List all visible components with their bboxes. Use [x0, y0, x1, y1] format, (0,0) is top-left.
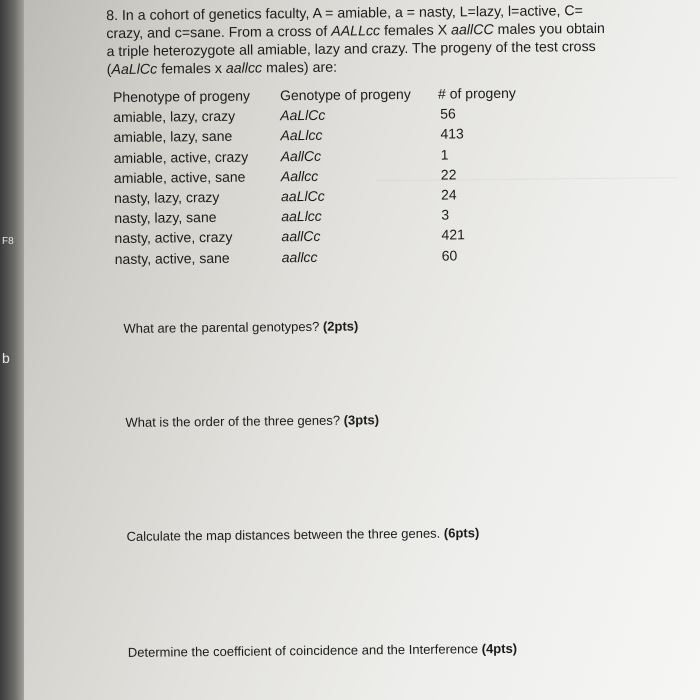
bleed-through-line — [377, 177, 677, 181]
table-row-count: 413 — [440, 125, 464, 142]
parent-male-genotype: aallCC — [450, 22, 494, 39]
question-points: (3pts) — [343, 412, 380, 428]
problem-line-1: 8. In a cohort of genetics faculty, A = amiable, a = nasty, L=lazy, l=active, C= — [106, 3, 583, 25]
table-row-phenotype: amiable, lazy, crazy — [113, 107, 236, 126]
table-row-count: 56 — [440, 105, 456, 122]
problem-line-4-text: ( — [106, 62, 112, 79]
table-row-phenotype: nasty, active, sane — [114, 249, 230, 267]
header-phenotype: Phenotype of progeny — [112, 87, 251, 106]
table-row-phenotype: amiable, active, crazy — [113, 148, 249, 166]
testcross-female-genotype: AaLlCc — [111, 61, 158, 79]
question-text: What is the order of the three genes? — [125, 412, 344, 430]
problem-line-2-text: crazy, and c=sane. From a cross of — [106, 23, 332, 43]
question-points: (4pts) — [481, 640, 518, 657]
table-row-genotype: aaLlcc — [281, 207, 322, 225]
problem-line-3: a triple heterozygote all amiable, lazy and crazy. The progeny of the test cross — [106, 38, 596, 61]
table-row-genotype: AaLlcc — [280, 127, 323, 144]
question-points: (2pts) — [322, 318, 359, 334]
table-row-phenotype: nasty, lazy, sane — [114, 209, 217, 227]
table-row-count: 1 — [440, 146, 449, 163]
table-row-phenotype: nasty, lazy, crazy — [113, 188, 220, 206]
table-row-phenotype: amiable, active, sane — [113, 168, 246, 186]
question-text: What are the parental genotypes? — [123, 318, 323, 336]
worksheet-page — [20, 0, 700, 700]
question-coincidence-interference — [128, 641, 517, 660]
question-text: Calculate the map distances between the three genes. — [126, 525, 444, 544]
table-row-genotype: AaLlCc — [280, 106, 326, 124]
question-gene-order — [125, 412, 379, 430]
genotype-column — [280, 84, 413, 267]
header-genotype: Genotype of progeny — [279, 85, 411, 104]
edge-mark-f8: F8 — [2, 236, 14, 247]
table-row-count: 22 — [440, 166, 457, 183]
header-count: # of progeny — [437, 84, 516, 102]
table-row-genotype: aallCc — [281, 228, 321, 245]
question-map-distances — [127, 525, 480, 544]
table-row-count: 421 — [441, 226, 465, 243]
question-points: (6pts) — [443, 525, 480, 541]
problem-line-2-text-b: females X — [380, 22, 452, 40]
table-row-phenotype: amiable, lazy, sane — [113, 128, 233, 146]
table-row-genotype: aaLlCc — [280, 187, 325, 205]
question-parental-genotypes — [123, 318, 358, 335]
table-row-count: 60 — [441, 246, 458, 264]
edge-mark-b: b — [2, 350, 10, 366]
table-row-phenotype: nasty, active, crazy — [114, 229, 233, 247]
table-row-count: 24 — [440, 186, 457, 203]
problem-line-2-text-c: males you obtain — [493, 20, 605, 39]
problem-line-4-text-c: males) are: — [262, 59, 338, 77]
problem-line-4-text-b: females x — [157, 60, 226, 78]
table-row-count: 3 — [441, 206, 450, 223]
question-text: Determine the coefficient of coincidence and the Interference — [127, 641, 482, 660]
table-row-genotype: Aallcc — [280, 167, 319, 185]
count-column — [438, 83, 518, 265]
table-row-genotype: AallCc — [280, 147, 322, 164]
table-row-genotype: aallcc — [281, 248, 318, 265]
problem-statement — [106, 2, 627, 79]
phenotype-column — [113, 85, 275, 268]
testcross-male-genotype: aallcc — [225, 60, 263, 77]
parent-female-genotype: AALLcc — [331, 23, 381, 40]
